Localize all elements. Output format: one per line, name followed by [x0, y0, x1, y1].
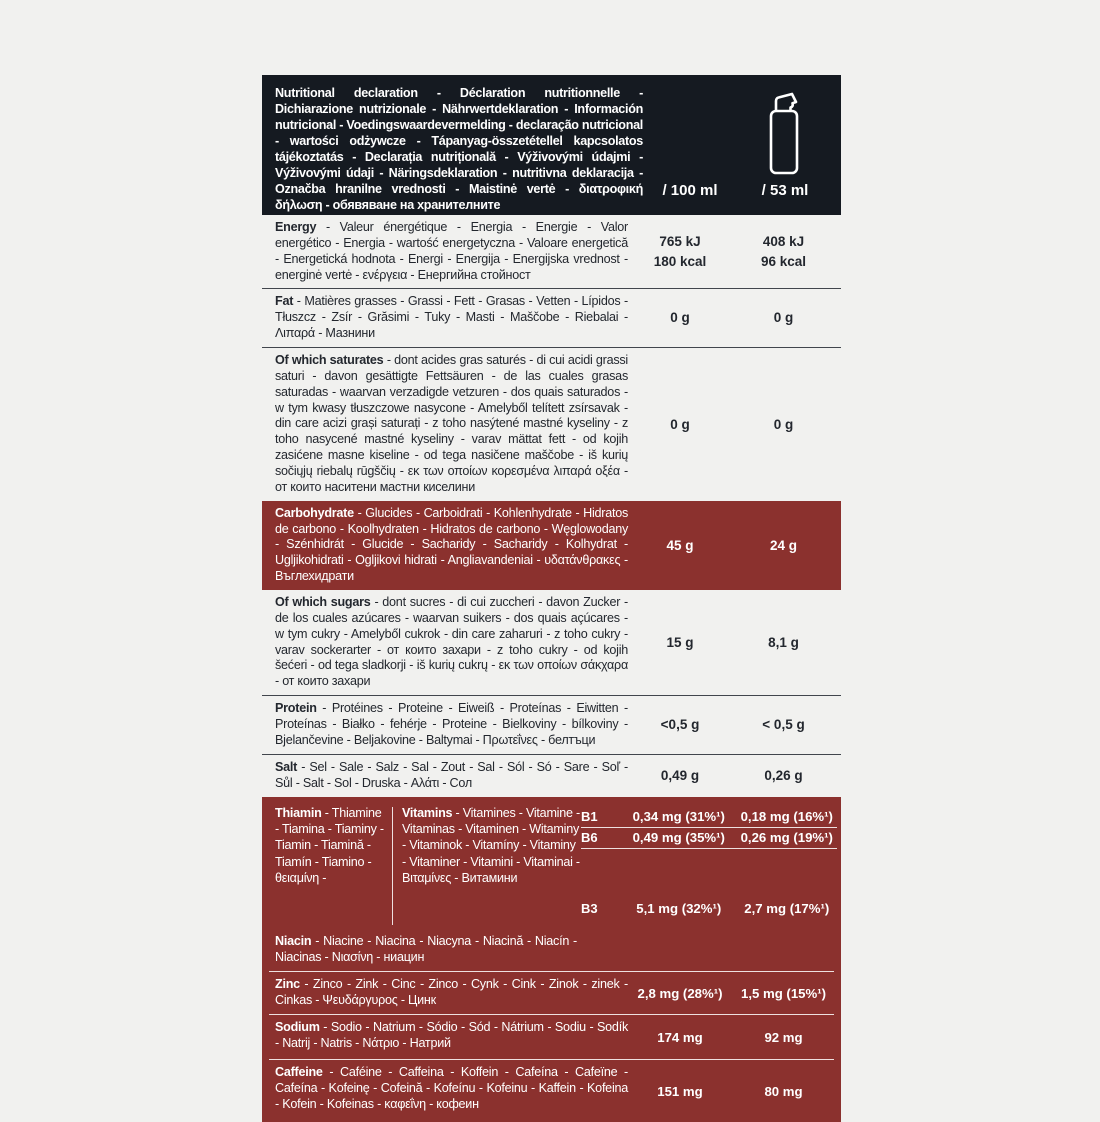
thiamin-label: Thiamin - Thiamine - Tiamina - Tiaminy - Tiamin - Tiamină - Tiamín - Tiamino - θειαμίνη - — [275, 805, 392, 927]
row-saturates — [262, 347, 841, 501]
saturates-value-per-53ml: 0 g — [726, 348, 841, 501]
b6-label: B6 — [581, 830, 621, 845]
carbohydrate-value-per-53ml: 24 g — [726, 501, 841, 590]
energy-value-per-100ml: 765 kJ 180 kcal — [634, 215, 726, 288]
sodium-value-per-53ml: 92 mg — [726, 1015, 841, 1059]
b3-label: B3 — [581, 901, 621, 916]
nutrition-declaration-table — [262, 75, 841, 1122]
b1-value-per-100ml: 0,34 mg (31%¹) — [621, 809, 737, 824]
sugars-value-per-100ml: 15 g — [634, 590, 726, 695]
b1-value-per-53ml: 0,18 mg (16%¹) — [737, 809, 837, 824]
row-vitamin-b3 — [581, 899, 837, 919]
vitamins-block — [262, 797, 841, 972]
protein-value-per-53ml: < 0,5 g — [726, 696, 841, 754]
energy-value-per-53ml: 408 kJ 96 kcal — [726, 215, 841, 288]
table-header — [262, 75, 841, 215]
b6-value-per-53ml: 0,26 mg (19%¹) — [737, 830, 837, 845]
niacin-label: Niacin - Niacine - Niacina - Niacyna - Niacină - Niacín - Niacinas - Νιασίνη - ниацин — [275, 927, 581, 972]
row-sugars — [262, 590, 841, 695]
sodium-value-per-100ml: 174 mg — [634, 1015, 726, 1059]
protein-value-per-100ml: <0,5 g — [634, 696, 726, 754]
sodium-label: Sodium - Sodio - Natrium - Sódio - Sód - Nátrium - Sodiu - Sodík - Natrij - Natris - Νάτριο - Натрий — [262, 1015, 634, 1059]
row-salt — [262, 754, 841, 797]
column-header-per-53ml: / 53 ml — [737, 182, 833, 199]
saturates-label: Of which saturates - dont acides gras saturés - di cui acidi grassi saturi - davon gesättigte Fettsäuren - de las cuales grasas saturadas - waarvan verzadigde vetzuren - dos quais saturados - w tym kwasy tłuszczowe nasycone - Amelyből telített zsírsavak - din care acizi grași saturați - z toho nasýtené mastné kyseliny - z toho nasycené mastné kyseliny - varav mättat fett - od kojih zasićene masne kiseline - od tega nasičene maščobe - iš kurių sočiųjų riebalų rūgščių - εκ των οποίων κορεσμένα λιπαρά οξέα - от които наситени мастни киселини — [262, 348, 634, 501]
caffeine-label: Caffeine - Caféine - Caffeina - Koffein - Cafeína - Cafeïne - Cafeína - Kofeinę - Cofeină - Kofeínu - Kofeinu - Kaffein - Kofeina - Kofein - Kofeinas - καφεΐνη - кофеин — [262, 1060, 634, 1122]
row-carbohydrate — [262, 501, 841, 590]
b6-value-per-100ml: 0,49 mg (35%¹) — [621, 830, 737, 845]
b3-value-per-100ml: 5,1 mg (32%¹) — [621, 901, 737, 916]
zinc-value-per-53ml: 1,5 mg (15%¹) — [726, 972, 841, 1014]
carbohydrate-value-per-100ml: 45 g — [634, 501, 726, 590]
zinc-label: Zinc - Zinco - Zink - Cinc - Zinco - Cynk - Cink - Zinok - zinek - Cinkas - Ψευδάργυρος - Цинк — [262, 972, 634, 1014]
vitamins-values-area — [581, 805, 841, 972]
caffeine-value-per-100ml: 151 mg — [634, 1060, 726, 1122]
row-fat — [262, 288, 841, 347]
fat-value-per-100ml: 0 g — [634, 289, 726, 347]
b3-value-per-53ml: 2,7 mg (17%¹) — [737, 901, 837, 916]
row-sodium — [262, 1015, 841, 1059]
sugars-value-per-53ml: 8,1 g — [726, 590, 841, 695]
caffeine-value-per-53ml: 80 mg — [726, 1060, 841, 1122]
gel-sachet-icon — [763, 90, 805, 183]
column-header-per-100ml: / 100 ml — [643, 182, 737, 199]
vitamins-left-area — [275, 805, 581, 972]
row-vitamin-b6 — [581, 828, 837, 849]
carbohydrate-label: Carbohydrate - Glucides - Carboidrati - Kohlenhydrate - Hidratos de carbono - Koolhydraten - Hidratos de carbono - Węglowodany - Szénhidrát - Glucide - Sacharidy - Sacharidy - Kolhydrat - Ugljikohidrati - Ogljikovi hidrati - Angliavandeniai - υδατάνθρακες - Въглехидрати — [262, 501, 634, 590]
fat-value-per-53ml: 0 g — [726, 289, 841, 347]
salt-value-per-100ml: 0,49 g — [634, 755, 726, 797]
zinc-value-per-100ml: 2,8 mg (28%¹) — [634, 972, 726, 1014]
header-columns — [643, 86, 833, 207]
protein-label: Protein - Protéines - Proteine - Eiweiß - Proteínas - Eiwitten - Proteínas - Białko - fehérje - Proteine - Bielkoviny - bílkoviny - Bjelančevine - Beljakovine - Baltymai - Πρωτεΐνες - белтъци — [262, 696, 634, 754]
sugars-label: Of which sugars - dont sucres - di cui zuccheri - davon Zucker - de los cuales azúcares - waarvan suikers - dos quais açúcares - w tym cukry - Amelyből cukrok - din care zaharuri - z toho cukry - varav sockerarter - от които захари - z toho cukry - od kojih šećeri - od tega sladkorji - iš kurių cukrų - εκ των οποίων σάκχαρα - от които захари — [262, 590, 634, 695]
vitamins-label: Vitamins - Vitamines - Vitamine - Vitaminas - Vitaminen - Witaminy - Vitaminok - Vitamíny - Vitaminy - Vitaminer - Vitamini - Vitaminai - Βιταμίνες - Витамини — [393, 805, 581, 927]
micronutrients-section — [262, 797, 841, 1122]
energy-label: Energy - Valeur énergétique - Energia - Energie - Valor energético - Energia - wartość energetyczna - Valoare energetică - Energetická hodnota - Energi - Energija - Energijska vrednost - energinė vertė - ενέργεια - Енергийна стойност — [262, 215, 634, 288]
b1-label: B1 — [581, 809, 621, 824]
salt-value-per-53ml: 0,26 g — [726, 755, 841, 797]
saturates-value-per-100ml: 0 g — [634, 348, 726, 501]
row-protein — [262, 695, 841, 754]
salt-label: Salt - Sel - Sale - Salz - Sal - Zout - Sal - Sól - Só - Sare - Soľ - Sůl - Salt - Sol - Druska - Αλάτι - Сол — [262, 755, 634, 797]
fat-label: Fat - Matières grasses - Grassi - Fett - Grasas - Vetten - Lípidos - Tłuszcz - Zsír - Grăsimi - Tuky - Masti - Maščobe - Riebalai - Λιπαρά - Мазнини — [262, 289, 634, 347]
row-vitamin-b1 — [581, 807, 837, 828]
row-caffeine — [262, 1060, 841, 1122]
header-title: Nutritional declaration - Déclaration nutritionnelle - Dichiarazione nutrizionale - Nährwertdeklaration - Información nutricional - Voedingswaardevermelding - declaração nutricional - wartości odżywcze - Tápanyag-összetétellel kapcsolatos tájékoztatás - Declarația nutrițională - Výživovými údajmi - Výživovými údaji - Näringsdeklaration - nutritivna deklaracija - Označba hranilne vrednosti - Maistinė vertė - διατροφική δήλωση - обявяване на хранителните — [275, 86, 643, 207]
row-energy — [262, 215, 841, 288]
row-zinc — [262, 972, 841, 1014]
